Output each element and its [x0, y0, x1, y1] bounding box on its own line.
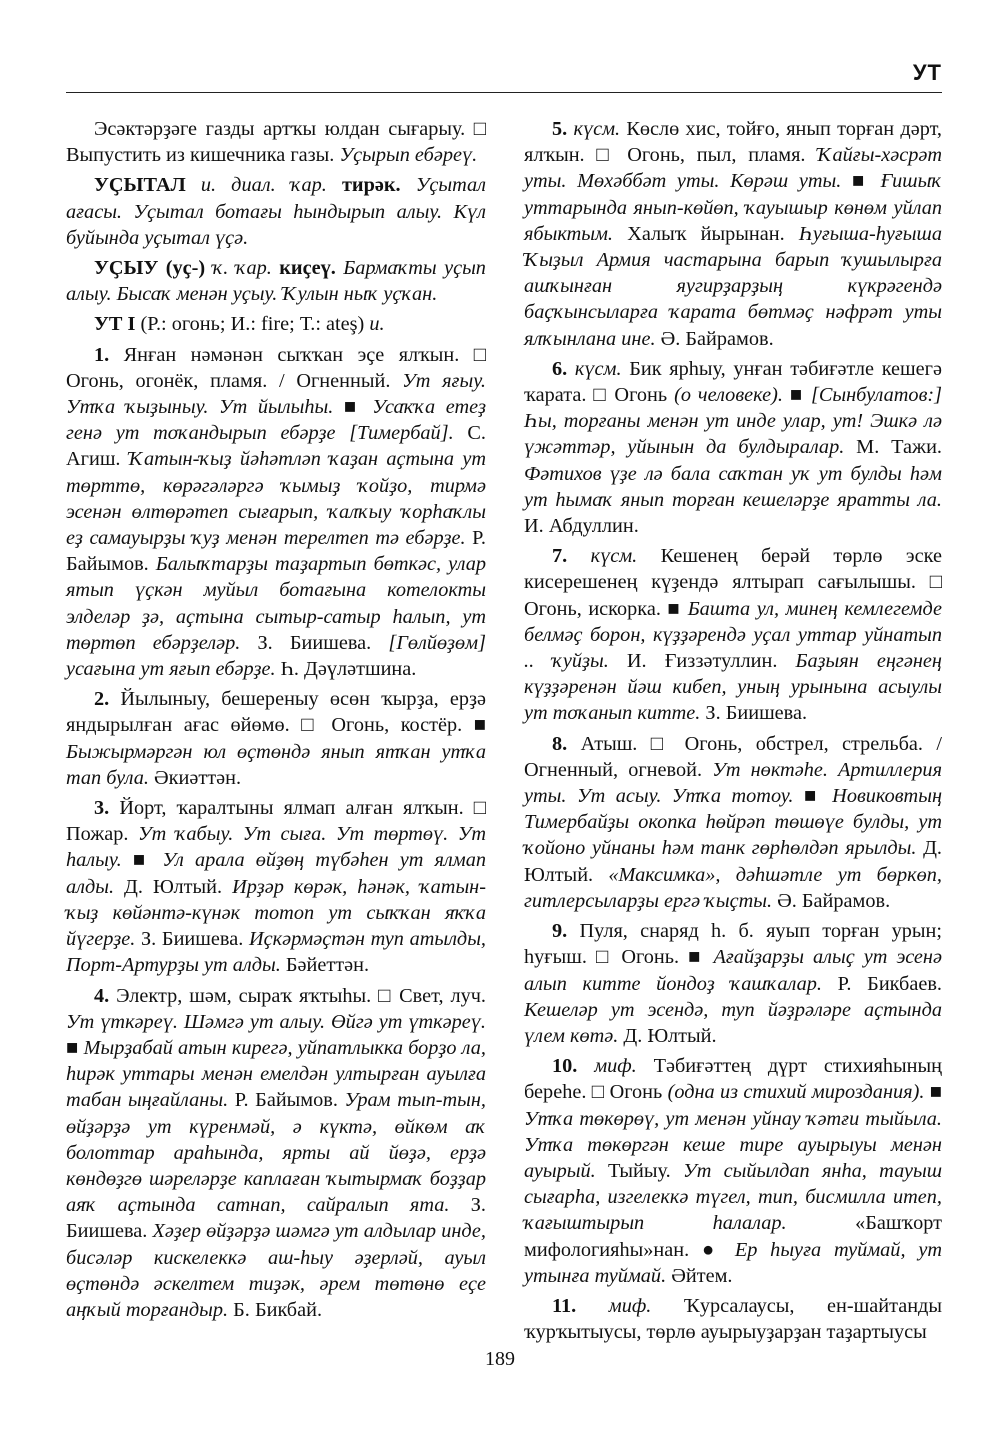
- text-run: «Башҡорт мифологияһы»нан. ●: [524, 1212, 943, 1261]
- headword-run: 4.: [94, 984, 110, 1007]
- headword-run: 11.: [552, 1294, 577, 1317]
- italic-run: Ут яғыу. Утҡа ҡыҙыныу. Ут йылыһы.: [66, 369, 486, 419]
- text-run: Электр, шәм, сыраҡ яҡтыһы. □ Свет, луч.: [109, 984, 486, 1007]
- text-run: Тәбиғәттең дүрт стихияһының береһе. □ Огонь: [524, 1055, 943, 1104]
- italic-run: [Сынбулатов:] Һы, торғаны менән ут инде улар, ут! Эшкә лә үжәттәр, уйынын да булдыралар.: [524, 384, 943, 459]
- text-run: [186, 174, 201, 196]
- text-run: М. Тажи.: [844, 436, 942, 459]
- italic-run: Утҡа төкөрөү, ут менән уйнау ҡәтғи тыйыла. Утҡа төкөргән кеше тире ауырыуы менән ауырый.: [524, 1107, 942, 1182]
- text-run: ■: [66, 1036, 84, 1059]
- text-run: Йорт, ҡаралтыны ялмап алған ялҡын. □ Пожар.: [66, 797, 486, 846]
- text-run: Д. Юлтый.: [524, 837, 942, 886]
- text-run: З. Биишева.: [66, 1194, 486, 1243]
- text-run: ■: [793, 785, 833, 808]
- headword-run: 1.: [94, 343, 110, 366]
- text-run: [576, 1295, 609, 1317]
- italic-run: күсм.: [590, 545, 638, 568]
- entry-paragraph: [524, 731, 942, 914]
- italic-run: и. диал. ҡар.: [200, 174, 327, 197]
- text-run: Д. Юлтый.: [114, 875, 233, 898]
- italic-run: [Гөлйөҙөм] усағына ут яғып ебәрҙе.: [66, 631, 487, 681]
- headword-run: тирәк.: [341, 174, 401, 197]
- text-run: Ә. Байрамов.: [655, 327, 774, 350]
- italic-run: Һуғыша-һуғыша Ҡыҙыл Армия частарына барып ҡушылырға ашҡынған яугирҙарҙың күкрәгендә баҫҡынсыларға ҡарата бөтмәҫ нәфрәт уты ялҡынлана ине.: [524, 222, 942, 350]
- text-run: Б. Бикбай.: [228, 1298, 323, 1321]
- entry-paragraph: [524, 1053, 942, 1289]
- italic-run: и.: [369, 313, 385, 336]
- headword-run: 8.: [552, 732, 568, 755]
- entry-paragraph: [524, 918, 942, 1049]
- entry-paragraph: [66, 172, 486, 251]
- headword-run: УҪЫУ (уҫ-): [94, 257, 206, 280]
- text-run: [577, 1055, 594, 1077]
- page-number: 189: [485, 1348, 515, 1370]
- text-run: Кешенең берәй төрлө эске кисерешенең күҙендә ялтырап сағылышы. □ Огонь, искорка. ■: [524, 545, 942, 620]
- headword-run: 9.: [552, 920, 568, 943]
- text-run: Д. Юлтый.: [618, 1024, 717, 1047]
- entry-paragraph: [66, 311, 486, 337]
- right-column: [524, 116, 942, 1345]
- text-run: Бәйеттән.: [280, 954, 370, 977]
- headword-run: УТ I: [94, 313, 136, 336]
- italic-run: Уҫытал ағасы. Уҫытал ботағы һындырып алыу. Күл буйында уҫытал үҫә.: [66, 174, 487, 249]
- text-run: Көслө хис, тойғо, янып торған дәрт, ялҡын. □ Огонь, пыл, пламя.: [524, 118, 942, 167]
- headword-run: 7.: [552, 545, 568, 568]
- italic-run: ҡ. ҡар.: [212, 257, 272, 280]
- italic-run: Ирҙәр көрәк, һәнәк, ҡатын-ҡыҙ көйәнтә-күнәк тотоп ут сыҡҡан яҡҡа йүгерҙе.: [66, 875, 486, 951]
- entry-paragraph: [66, 255, 486, 307]
- text-run: Һ. Дәүләтшина.: [275, 658, 417, 681]
- italic-run: Кешеләр ут эсендә, туп йәҙрәләре аҫтында үлем көтә.: [524, 998, 942, 1047]
- text-run: Янған нәмәнән сыҡҡан эҫе ялҡын. □ Огонь, огонёк, пламя. / Огненный.: [66, 343, 486, 392]
- italic-run: Ут нөктәһе. Артиллерия уты. Ут асыу. Утҡа тотоу.: [524, 758, 942, 808]
- entry-paragraph: [524, 356, 942, 539]
- italic-run: Ут сыйылдап янһа, тауыш сығарһа, изгелеккә түгел, тип, бисмилла итеп, ҡағыштырып һалалар.: [524, 1159, 942, 1235]
- headword-run: 3.: [94, 797, 110, 820]
- headword-run: киҫеү.: [279, 257, 336, 280]
- text-run: З. Биишева.: [135, 928, 249, 951]
- italic-run: Ут үткәреү. Шәмгә ут алыу. Өйгә ут үткәреү.: [66, 1010, 486, 1033]
- headword-run: 2.: [94, 688, 110, 711]
- italic-run: Бармаҡты уҫып алыу. Бысаҡ менән уҫыу. Ҡулын ныҡ уҫҡан.: [66, 257, 486, 306]
- italic-run: Фәтихов үҙе лә бала саҡтан уҡ ут булды һәм ут һымаҡ янып торған кешеләрҙе яратты ла.: [524, 462, 942, 511]
- italic-run: Ҡатын-ҡыҙ йәһәтләп ҡаҙан аҫтына ут төрттө, көрәгәләргә ҡымыҙ ҡойҙо, тирмә эсенән өлтөрәтеп сығарып, ҡалҡыу ҡорһаҡлы еҙ самауырҙы ҡуҙ менән терелтеп тә ебәрҙе.: [66, 448, 486, 550]
- headword-run: 5.: [552, 118, 568, 140]
- italic-run: Быжырмәргән юл өҫтөндә янып ятҡан утҡа тап була.: [66, 740, 486, 789]
- text-run: Эсәктәрҙәге газды артҡы юлдан сығарыу. □ Выпустить из кишечника газы.: [66, 118, 486, 167]
- text-run: Атыш. □ Огонь, обстрел, стрельба. / Огненный, огневой.: [524, 732, 942, 781]
- italic-run: (о человеке).: [674, 384, 783, 407]
- italic-run: Уҫырып ебәреү.: [339, 144, 478, 167]
- text-run: И. Абдуллин.: [524, 515, 639, 538]
- text-run: Әйтем.: [666, 1264, 733, 1287]
- text-run: ■: [121, 849, 163, 872]
- entry-paragraph: [66, 795, 486, 978]
- text-run: Тыйыу.: [595, 1159, 684, 1182]
- text-run: С. Агиш.: [66, 422, 486, 471]
- text-run: [401, 174, 416, 196]
- italic-run: миф.: [608, 1294, 652, 1317]
- text-run: Р. Бикбаев.: [821, 972, 942, 995]
- entry-paragraph: [66, 686, 486, 791]
- text-run: Халыҡ йырынан.: [612, 222, 799, 245]
- text-run: [567, 545, 590, 567]
- italic-run: Баҙыян еңгәнең күҙҙәренән йәш кибеп, уның урынына асыулы ут тоҡанып китте.: [524, 650, 942, 725]
- entry-paragraph: [66, 116, 486, 168]
- text-run: Әкиәттән.: [148, 766, 242, 789]
- headword-run: 6.: [552, 357, 568, 380]
- italic-run: Башта ул, минең кемлегемде белмәҫ борон, күҙҙәрендә уҫал уттар уйнатып .. ҡуйҙы.: [524, 597, 942, 673]
- text-run: З. Биишева.: [700, 702, 808, 725]
- italic-run: Новиковтың Тимербайҙы окопка һөйрәп төшөүе булды, ут ҡойоно уйнаны һәм танк гөрһөлдәп ярылды.: [524, 785, 943, 860]
- italic-run: миф.: [594, 1055, 637, 1078]
- italic-run: Мырҙабай атын кирегә, уйпатлыкка борҙо ла, һирәк уттары менән емелдән ултырған ауылға табан ыңғайланы.: [66, 1036, 486, 1112]
- entry-paragraph: [524, 543, 942, 726]
- text-run: Р. Байымов.: [66, 527, 486, 576]
- italic-run: күсм.: [574, 357, 622, 380]
- text-run: Р. Байымов.: [228, 1089, 345, 1112]
- text-run: [327, 174, 342, 196]
- italic-run: Хәҙер өйҙәрҙә шәмгә ут алдылар инде, бисәләр кискелеккә аш-һыу әҙерләй, ауыл өҫтөндә әскелтем тиҙәк, әрем төтөнө еҫе аңҡый торғандыр.: [66, 1220, 486, 1321]
- italic-run: Ер һыуға туймай, ут утынға туймай.: [524, 1238, 942, 1287]
- entry-paragraph: [66, 342, 486, 683]
- text-run: И. Ғиззәтуллин.: [608, 650, 796, 673]
- italic-run: Балыҡтарҙы таҙартып бөткәс, улар ятып үҫкән муйыл ботағына котелокты элделәр ҙә, аҫтына сытыр-сатыр һалып, ут төртөп ебәрҙеләр.: [66, 553, 486, 654]
- entry-paragraph: [524, 116, 942, 352]
- headword-run: 10.: [552, 1055, 578, 1078]
- italic-run: Ағайҙарҙы алыҫ ут эсенә алып китте йондоҙ ҡашҡалар.: [524, 946, 942, 995]
- text-run: [205, 257, 212, 279]
- text-run: Йылыныу, бешереныу өсөн ҡырҙа, ерҙә яндырылған ағас өйөмө. □ Огонь, костёр. ■: [66, 688, 486, 737]
- italic-run: Иҫкәрмәҫтән туп атылды, Порт-Артурҙы ут алды.: [66, 928, 487, 977]
- text-run: (Р.: огонь; И.: fire; Т.: ateş): [135, 313, 370, 336]
- header-word: УТ: [912, 60, 942, 85]
- headword-run: УҪЫТАЛ: [94, 174, 186, 197]
- italic-run: Усаҡҡа етеҙ генә ут тоҡандырып ебәрҙе [Тимербай].: [66, 396, 487, 445]
- entry-paragraph: [66, 983, 486, 1324]
- italic-run: Ут ҡабыу. Ут сыға. Ут төртөү. Ут һалыу.: [66, 823, 486, 872]
- text-run: ■: [841, 170, 881, 193]
- text-run: ■: [924, 1081, 942, 1104]
- text-run: Ә. Байрамов.: [772, 889, 891, 912]
- italic-run: Ул арала өйҙөң түбәһен ут ялмап алды.: [66, 849, 487, 898]
- left-column: [66, 116, 486, 1323]
- text-run: [567, 358, 575, 380]
- text-run: ■: [333, 396, 373, 419]
- italic-run: «Максимка», дәһшәтле ут бөркөп, гитлерсыларҙы ергә ҡыҫты.: [524, 863, 942, 912]
- text-run: Пуля, снаряд һ. б. яуып торған урын; һуғыш. □ Огонь. ■: [524, 920, 942, 969]
- text-run: ■: [782, 384, 811, 407]
- italic-run: (одна из стихий мироздания).: [667, 1081, 925, 1104]
- text-run: Ҡурсалаусы, ен-шайтанды ҡурҡытыусы, төрлө ауырыуҙарҙан таҙартыусы: [524, 1294, 942, 1344]
- entry-paragraph: [524, 1293, 942, 1345]
- italic-run: Урам тып-тын, өйҙәрҙә ут күренмәй, ә күктә, өйкөм аҡ болоттар араһында, ярты ай йөҙә, ерҙә көндөҙгө шәреләрҙе каплаған ҡытырмаҡ боҙҙар аяҡ аҫтында сатнап, сайралып ята.: [66, 1089, 486, 1217]
- text-run: З. Биишева.: [240, 631, 389, 654]
- italic-run: Ҡайғы-хәсрәт уты. Мөхәббәт уты. Көрәш уты.: [524, 144, 942, 193]
- italic-run: Ғишыҡ уттарында янып-көйөп, ҡауышыр көнөм уйлап ябыктым.: [524, 170, 943, 245]
- italic-run: күсм.: [573, 118, 621, 140]
- running-header: [66, 52, 942, 93]
- text-run: Бик ярһыу, унған тәбиғәтле кешегә ҡарата. □ Огонь: [524, 357, 942, 407]
